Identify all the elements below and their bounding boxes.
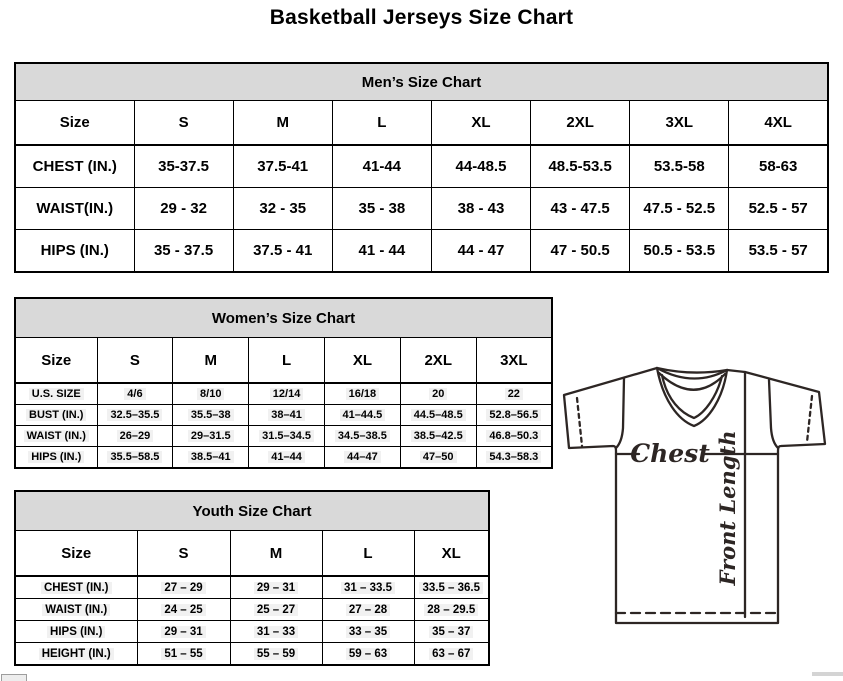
table-cell: 52.5 - 57 [729,188,828,230]
table-cell: 38 - 43 [431,188,530,230]
womens-table-title: Women’s Size Chart [15,298,552,338]
column-header: S [137,531,230,577]
column-header: Size [15,101,134,146]
table-cell: 34.5–38.5 [324,426,400,447]
youth-size-table [14,490,490,666]
table-cell: 33.5 – 36.5 [414,576,489,599]
table-cell: 47–50 [400,447,476,469]
bottom-right-artifact [812,672,843,676]
table-row [15,621,489,643]
table-cell: 31.5–34.5 [249,426,325,447]
row-label: HIPS (IN.) [15,447,97,469]
table-cell: 41 - 44 [332,230,431,273]
table-cell: 54.3–58.3 [476,447,552,469]
table-cell: 44–47 [324,447,400,469]
table-cell: 35.5–38 [173,405,249,426]
left-sleeve-seam [616,378,624,448]
column-header: M [233,101,332,146]
table-cell: 35 - 38 [332,188,431,230]
table-cell: 44 - 47 [431,230,530,273]
table-cell: 12/14 [249,383,325,405]
table-cell: 47.5 - 52.5 [630,188,729,230]
table-row [15,576,489,599]
column-header: 2XL [531,101,630,146]
table-cell: 59 – 63 [322,643,414,666]
table-row [15,145,828,188]
row-label: CHEST (IN.) [15,576,137,599]
right-sleeve-seam [769,380,778,448]
row-label: U.S. SIZE [15,383,97,405]
jersey-collar [657,368,727,426]
table-cell: 58-63 [729,145,828,188]
column-header: 3XL [476,338,552,384]
table-cell: 16/18 [324,383,400,405]
table-cell: 33 – 35 [322,621,414,643]
column-header: M [173,338,249,384]
table-cell: 50.5 - 53.5 [630,230,729,273]
table-cell: 29 – 31 [137,621,230,643]
table-cell: 38.5–41 [173,447,249,469]
table-cell: 51 – 55 [137,643,230,666]
row-label: CHEST (IN.) [15,145,134,188]
table-cell: 44-48.5 [431,145,530,188]
mens-table-title: Men’s Size Chart [15,63,828,101]
row-label: HIPS (IN.) [15,230,134,273]
column-header: L [332,101,431,146]
front-length-label: Front Length [715,430,740,586]
column-header: 2XL [400,338,476,384]
chest-label: Chest [630,439,710,468]
table-cell: 28 – 29.5 [414,599,489,621]
table-cell: 63 – 67 [414,643,489,666]
table-cell: 52.8–56.5 [476,405,552,426]
table-cell: 31 – 33 [230,621,322,643]
left-cuff-dashed-line [577,398,582,446]
table-cell: 29 – 31 [230,576,322,599]
row-label: WAIST(IN.) [15,188,134,230]
table-cell: 41–44 [249,447,325,469]
table-cell: 29 - 32 [134,188,233,230]
row-label: HEIGHT (IN.) [15,643,137,666]
row-label: BUST (IN.) [15,405,97,426]
table-cell: 48.5-53.5 [531,145,630,188]
table-cell: 41-44 [332,145,431,188]
table-row [15,230,828,273]
table-cell: 55 – 59 [230,643,322,666]
table-cell: 20 [400,383,476,405]
table-cell: 53.5-58 [630,145,729,188]
column-header: XL [431,101,530,146]
table-cell: 29–31.5 [173,426,249,447]
table-cell: 25 – 27 [230,599,322,621]
table-cell: 37.5 - 41 [233,230,332,273]
column-header: M [230,531,322,577]
table-row [15,426,552,447]
mens-size-table [14,62,829,273]
jersey-measurement-diagram [556,358,843,626]
bottom-left-artifact [1,674,27,681]
table-row [15,643,489,666]
column-header: Size [15,338,97,384]
table-row [15,405,552,426]
table-cell: 27 – 29 [137,576,230,599]
table-cell: 32 - 35 [233,188,332,230]
table-cell: 38.5–42.5 [400,426,476,447]
table-row [15,447,552,469]
table-cell: 8/10 [173,383,249,405]
table-cell: 26–29 [97,426,173,447]
column-header: Size [15,531,137,577]
table-cell: 44.5–48.5 [400,405,476,426]
table-cell: 24 – 25 [137,599,230,621]
column-header: 3XL [630,101,729,146]
table-row [15,599,489,621]
table-row [15,188,828,230]
table-cell: 22 [476,383,552,405]
table-cell: 32.5–35.5 [97,405,173,426]
column-header: S [97,338,173,384]
table-cell: 43 - 47.5 [531,188,630,230]
table-cell: 38–41 [249,405,325,426]
column-header: S [134,101,233,146]
table-cell: 53.5 - 57 [729,230,828,273]
table-cell: 41–44.5 [324,405,400,426]
column-header: XL [324,338,400,384]
table-cell: 27 – 28 [322,599,414,621]
column-header: XL [414,531,489,577]
page-title: Basketball Jerseys Size Chart [269,6,574,29]
table-cell: 35-37.5 [134,145,233,188]
right-cuff-dashed-line [807,396,812,442]
table-cell: 47 - 50.5 [531,230,630,273]
column-header: L [249,338,325,384]
table-cell: 31 – 33.5 [322,576,414,599]
jersey-outline [564,368,825,623]
row-label: WAIST (IN.) [15,599,137,621]
column-header: 4XL [729,101,828,146]
table-cell: 4/6 [97,383,173,405]
table-cell: 46.8–50.3 [476,426,552,447]
table-cell: 35.5–58.5 [97,447,173,469]
column-header: L [322,531,414,577]
womens-size-table [14,297,553,469]
row-label: WAIST (IN.) [15,426,97,447]
table-cell: 37.5-41 [233,145,332,188]
table-cell: 35 - 37.5 [134,230,233,273]
youth-table-title: Youth Size Chart [15,491,489,531]
row-label: HIPS (IN.) [15,621,137,643]
table-row [15,383,552,405]
table-cell: 35 – 37 [414,621,489,643]
